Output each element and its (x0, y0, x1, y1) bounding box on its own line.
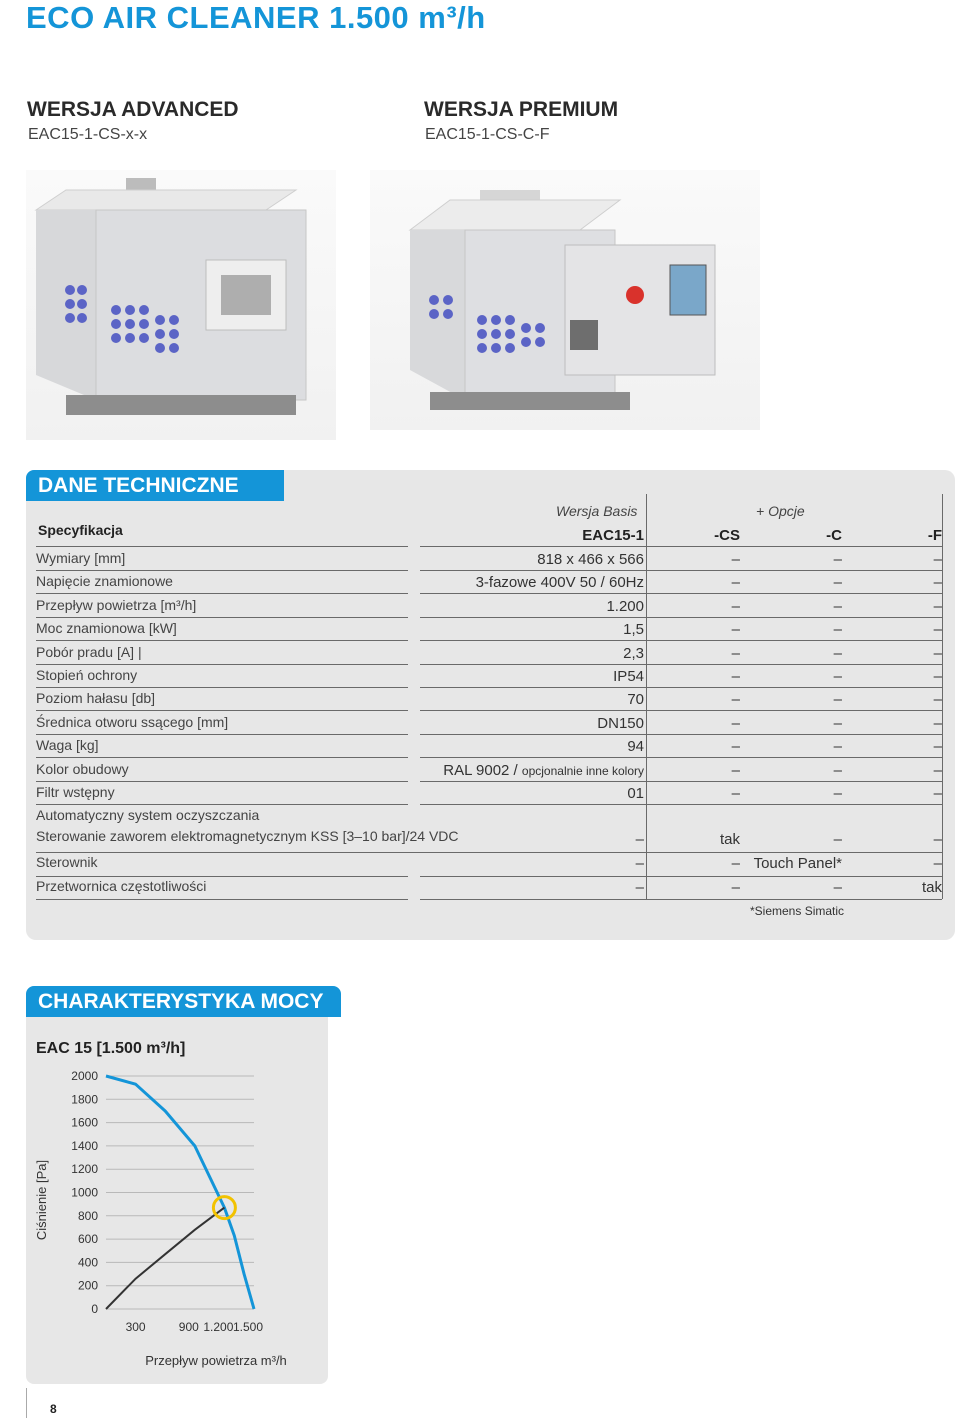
x-axis-label: Przepływ powietrza m³/h (145, 1353, 287, 1368)
spec-row-value: – (833, 738, 842, 755)
tech-data-section-title: DANE TECHNICZNE (26, 470, 284, 501)
spec-row-value: – (731, 691, 740, 708)
spec-row-value: – (933, 598, 942, 615)
premium-unit-photo (370, 170, 760, 430)
spec-header: Specyfikacja (38, 522, 123, 538)
header-underline-left (36, 546, 408, 547)
y-tick-label: 1800 (71, 1092, 98, 1107)
spec-row-label: Poziom hałasu [db] (36, 690, 156, 706)
spec-row-value: – (731, 715, 740, 732)
y-tick-label: 800 (77, 1208, 98, 1223)
row-divider-right (420, 804, 942, 805)
row-divider-right (420, 617, 942, 618)
auto-cleaning-label: Automatyczny system oczyszczania (36, 807, 260, 823)
spec-row-label: Napięcie znamionowe (36, 573, 173, 589)
controller-row-value: Touch Panel* (753, 855, 842, 872)
spec-row-value: – (833, 762, 842, 779)
y-tick-label: 0 (91, 1302, 98, 1316)
spec-row-value: – (933, 715, 942, 732)
spec-row-value: – (731, 645, 740, 662)
x-tick-label: 1.500 (232, 1320, 264, 1334)
y-axis-label: Ciśnienie [Pa] (34, 1159, 49, 1241)
col-header-1: -CS (714, 527, 740, 544)
spec-row-label: Waga [kg] (36, 737, 99, 753)
page-number: 8 (50, 1402, 57, 1416)
y-tick-label: 2000 (71, 1069, 98, 1083)
col-header-3: -F (927, 527, 942, 544)
row-divider-left (36, 593, 408, 594)
spec-row-value: 1,5 (623, 621, 644, 638)
x-tick-label: 900 (178, 1320, 199, 1334)
chart-title: EAC 15 [1.500 m³/h] (36, 1040, 186, 1057)
spec-row-label: Stopień ochrony (36, 667, 138, 683)
header-underline-right (420, 546, 942, 547)
inverter-row-label: Przetwornica częstotliwości (36, 878, 207, 894)
valve-row-label: Sterowanie zaworem elektromagnetycznym KSS [3–10 bar]/24 VDC (36, 828, 459, 844)
spec-row-value: – (833, 691, 842, 708)
spec-row-label: Moc znamionowa [kW] (36, 620, 177, 636)
spec-row-value: – (933, 645, 942, 662)
row-divider-right (420, 593, 942, 594)
spec-row-value: – (833, 645, 842, 662)
page-divider (26, 1388, 27, 1418)
y-tick-label: 400 (77, 1255, 98, 1270)
spec-row-value: – (933, 551, 942, 568)
performance-section-title: CHARAKTERYSTYKA MOCY (26, 986, 341, 1017)
valve-row-divider (36, 852, 942, 853)
valve-row-value: tak (719, 831, 740, 848)
version-advanced-title: WERSJA ADVANCED (27, 98, 239, 121)
row-divider-left (36, 804, 408, 805)
spec-row-label: Kolor obudowy (36, 761, 129, 777)
spec-row-value: – (833, 668, 842, 685)
spec-row-value: – (731, 551, 740, 568)
spec-row-value: – (933, 621, 942, 638)
y-tick-label: 200 (77, 1278, 98, 1293)
row-divider-left (36, 781, 408, 782)
version-premium-code: EAC15-1-CS-C-F (425, 126, 550, 143)
spec-row-value: 2,3 (623, 645, 644, 662)
spec-row-value: RAL 9002 / opcjonalnie inne kolory (443, 762, 644, 779)
spec-row-label: Średnica otworu ssącego [mm] (36, 714, 229, 730)
inverter-row-value: – (635, 879, 644, 896)
x-tick-label: 300 (125, 1320, 146, 1334)
spec-row-value: 01 (627, 785, 644, 802)
basis-divider (646, 494, 647, 899)
controller-row-divider-right (420, 876, 942, 877)
y-tick-label: 1000 (71, 1185, 98, 1200)
spec-row-label: Filtr wstępny (36, 784, 115, 800)
spec-row-value: 1.200 (606, 598, 644, 615)
controller-row-label: Sterownik (36, 854, 98, 870)
x-tick-label: 1.200 (203, 1320, 234, 1334)
group-basis-label: Wersja Basis (556, 503, 638, 519)
spec-row-value: – (731, 574, 740, 591)
controller-row-value: – (933, 855, 942, 872)
spec-row-value: – (933, 762, 942, 779)
spec-row-value: – (933, 738, 942, 755)
y-tick-label: 1200 (71, 1162, 98, 1177)
spec-row-label: Pobór pradu [A] | (36, 644, 142, 660)
spec-row-value: – (731, 762, 740, 779)
advanced-unit-photo (26, 170, 336, 440)
version-premium-title: WERSJA PREMIUM (424, 98, 619, 121)
row-divider-right (420, 664, 942, 665)
controller-row-value: – (635, 855, 644, 872)
valve-row-value: – (635, 831, 644, 848)
system-curve-line (106, 1208, 224, 1309)
inverter-row-divider-left (36, 899, 408, 900)
spec-row-value: 70 (627, 691, 644, 708)
group-options-label: + Opcje (756, 503, 805, 519)
row-divider-left (36, 687, 408, 688)
table-right-edge (942, 494, 943, 899)
spec-row-value: – (731, 785, 740, 802)
inverter-row-value: tak (921, 879, 942, 896)
page-title: ECO AIR CLEANER 1.500 m³/h (26, 0, 486, 35)
inverter-row-value: – (833, 879, 842, 896)
controller-row-value: – (731, 855, 740, 872)
row-divider-right (420, 781, 942, 782)
color-note: opcjonalnie inne kolory (521, 764, 644, 778)
spec-row-value: – (731, 598, 740, 615)
spec-row-value: – (933, 785, 942, 802)
inverter-row-divider-right (420, 899, 942, 900)
row-divider-right (420, 687, 942, 688)
col-header-0: EAC15-1 (582, 527, 644, 544)
row-divider-right (420, 570, 942, 571)
row-divider-right (420, 757, 942, 758)
row-divider-left (36, 710, 408, 711)
row-divider-right (420, 710, 942, 711)
valve-row-value: – (933, 831, 942, 848)
row-divider-left (36, 664, 408, 665)
spec-row-label: Wymiary [mm] (36, 550, 126, 566)
spec-row-label: Przepływ powietrza [m³/h] (36, 597, 197, 613)
spec-row-value: – (933, 668, 942, 685)
row-divider-left (36, 640, 408, 641)
version-advanced-code: EAC15-1-CS-x-x (28, 126, 148, 143)
row-divider-left (36, 734, 408, 735)
row-divider-right (420, 734, 942, 735)
spec-row-value: – (731, 668, 740, 685)
y-tick-label: 1600 (71, 1115, 98, 1130)
performance-chart (26, 1060, 326, 1380)
spec-row-value: – (833, 785, 842, 802)
spec-row-value: DN150 (597, 715, 644, 732)
row-divider-left (36, 757, 408, 758)
y-tick-label: 1400 (71, 1138, 98, 1153)
row-divider-left (36, 570, 408, 571)
valve-row-value: – (833, 831, 842, 848)
spec-row-value: 94 (627, 738, 644, 755)
siemens-footnote: *Siemens Simatic (750, 904, 845, 918)
row-divider-right (420, 640, 942, 641)
y-tick-label: 600 (77, 1232, 98, 1247)
spec-row-value: 818 x 466 x 566 (537, 551, 644, 568)
spec-row-value: – (933, 691, 942, 708)
spec-row-value: – (731, 621, 740, 638)
spec-row-value: – (833, 551, 842, 568)
spec-row-value: – (933, 574, 942, 591)
spec-row-value: – (833, 574, 842, 591)
controller-row-divider-left (36, 876, 408, 877)
row-divider-left (36, 617, 408, 618)
spec-row-value: – (833, 715, 842, 732)
col-header-2: -C (826, 527, 842, 544)
inverter-row-value: – (731, 879, 740, 896)
spec-row-value: – (833, 621, 842, 638)
spec-row-value: 3-fazowe 400V 50 / 60Hz (475, 574, 644, 591)
spec-row-value: – (731, 738, 740, 755)
spec-row-value: – (833, 598, 842, 615)
spec-row-value: IP54 (613, 668, 644, 685)
